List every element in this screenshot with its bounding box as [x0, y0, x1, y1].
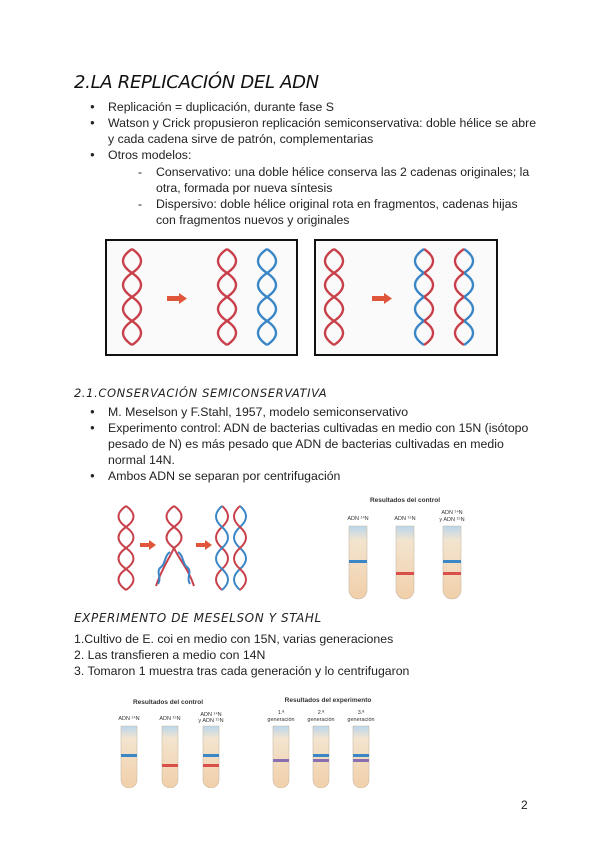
- experiment-figure-title: Resultados del experimento: [284, 697, 372, 704]
- replicating-helix: [156, 506, 194, 586]
- bullet-item: ● Replicación = duplicación, durante fase S: [90, 99, 540, 115]
- mixed-helix-2: [455, 249, 473, 345]
- daughter-helix-old: [218, 249, 236, 345]
- sub-bullets: [108, 164, 540, 228]
- dna-band: [273, 759, 289, 762]
- bullet-item: ● Experimento control: ADN de bacterias cultivadas en medio con 15N (isótopo pesado de N) es más pesado que ADN de bacterias cultivadas en medio normal 14N.: [90, 420, 540, 468]
- dna-band: [443, 572, 461, 575]
- page-number: 2: [521, 798, 528, 812]
- dna-band: [396, 572, 414, 575]
- bullet-item: [90, 147, 540, 228]
- tube-label: ADN ¹⁵N: [159, 716, 181, 722]
- section-title-replicacion: 2.LA REPLICACIÓN DEL ADN: [74, 72, 319, 93]
- arrow-icon: [140, 540, 156, 550]
- test-tube: [121, 726, 137, 788]
- tube-label: ADN ¹⁵N: [394, 516, 416, 522]
- arrow-icon: [372, 293, 392, 304]
- bullet-text: Otros modelos:: [108, 148, 192, 162]
- test-tube: [396, 526, 414, 599]
- test-tube: [313, 726, 329, 788]
- dna-band: [443, 560, 461, 563]
- tube-label: ADN ¹⁴N: [441, 510, 463, 516]
- bullet-item: ● Ambos ADN se separan por centrifugación: [90, 468, 540, 484]
- test-tube: [273, 726, 289, 788]
- tube-label: y ADN ¹⁵N: [439, 517, 465, 523]
- test-tube: [349, 526, 367, 599]
- conservative-model-figure: [105, 239, 298, 356]
- dna-band: [203, 754, 219, 757]
- step-item: 1.Cultivo de E. coi en medio con 15N, varias generaciones: [74, 632, 394, 646]
- tube-label: 3.ª: [357, 710, 365, 716]
- dna-band: [349, 560, 367, 563]
- dna-band: [313, 759, 329, 762]
- dna-band: [121, 754, 137, 757]
- daughter-helix-2: [234, 506, 246, 590]
- section1-bullets: [90, 99, 540, 228]
- test-tube: [353, 726, 369, 788]
- dna-band: [353, 754, 369, 757]
- tube-label: generación: [307, 717, 335, 723]
- dna-band: [353, 759, 369, 762]
- conservative-model-diagram: [107, 241, 296, 354]
- dispersive-model-figure: [314, 239, 498, 356]
- step-item: 2. Las transfieren a medio con 14N: [74, 648, 266, 662]
- tube-label: ADN ¹⁴N: [118, 716, 140, 722]
- parent-helix: [119, 506, 134, 590]
- sub-bullet-item: - Conservativo: una doble hélice conserva las 2 cadenas originales; la otra, formada por nueva síntesis: [138, 164, 540, 196]
- tube-label: ADN ¹⁴N: [347, 516, 369, 522]
- test-tube: [203, 726, 219, 788]
- section2-bullets: [90, 404, 540, 484]
- arrow-icon: [167, 293, 187, 304]
- tube-label: ADN ¹⁴N: [200, 712, 222, 718]
- tube-label: 2.ª: [317, 710, 325, 716]
- dispersive-model-diagram: [316, 241, 496, 354]
- mixed-helix-1: [415, 249, 433, 345]
- dna-band: [162, 764, 178, 767]
- tube-label: generación: [347, 717, 375, 723]
- section-title-experimento: EXPERIMENTO DE MESELSON Y STAHL: [74, 611, 322, 625]
- tube-label: y ADN ¹⁵N: [198, 718, 224, 724]
- dna-band: [313, 754, 329, 757]
- semiconservative-replication-diagram: [112, 502, 252, 594]
- daughter-helix-1: [216, 506, 228, 590]
- bullet-item: ● Watson y Crick propusieron replicación semiconservativa: doble hélice se abre y cada cadena sirve de patrón, complementarias: [90, 115, 540, 147]
- tube-label: generación: [267, 717, 295, 723]
- experiment-results-figure: [108, 692, 398, 788]
- step-item: 3. Tomaron 1 muestra tras cada generación y lo centrifugaron: [74, 664, 410, 678]
- experiment-steps: [74, 631, 409, 679]
- test-tube: [162, 726, 178, 788]
- control-figure-title: Resultados del control: [369, 497, 441, 504]
- bullet-item: ● M. Meselson y F.Stahl, 1957, modelo semiconservativo: [90, 404, 540, 420]
- control-figure-title: Resultados del control: [132, 699, 204, 706]
- tube-label: 1.ª: [277, 710, 285, 716]
- arrow-icon: [196, 540, 212, 550]
- dna-band: [203, 764, 219, 767]
- parent-helix: [123, 249, 141, 345]
- parent-helix: [325, 249, 343, 345]
- section-title-semiconservativa: 2.1.CONSERVACIÓN SEMICONSERVATIVA: [74, 386, 328, 400]
- sub-bullet-item: - Dispersivo: doble hélice original rota en fragmentos, cadenas hijas con fragmentos nuevos y originales: [138, 196, 540, 228]
- daughter-helix-new: [258, 249, 276, 345]
- control-results-figure: [330, 490, 480, 602]
- test-tube: [443, 526, 461, 599]
